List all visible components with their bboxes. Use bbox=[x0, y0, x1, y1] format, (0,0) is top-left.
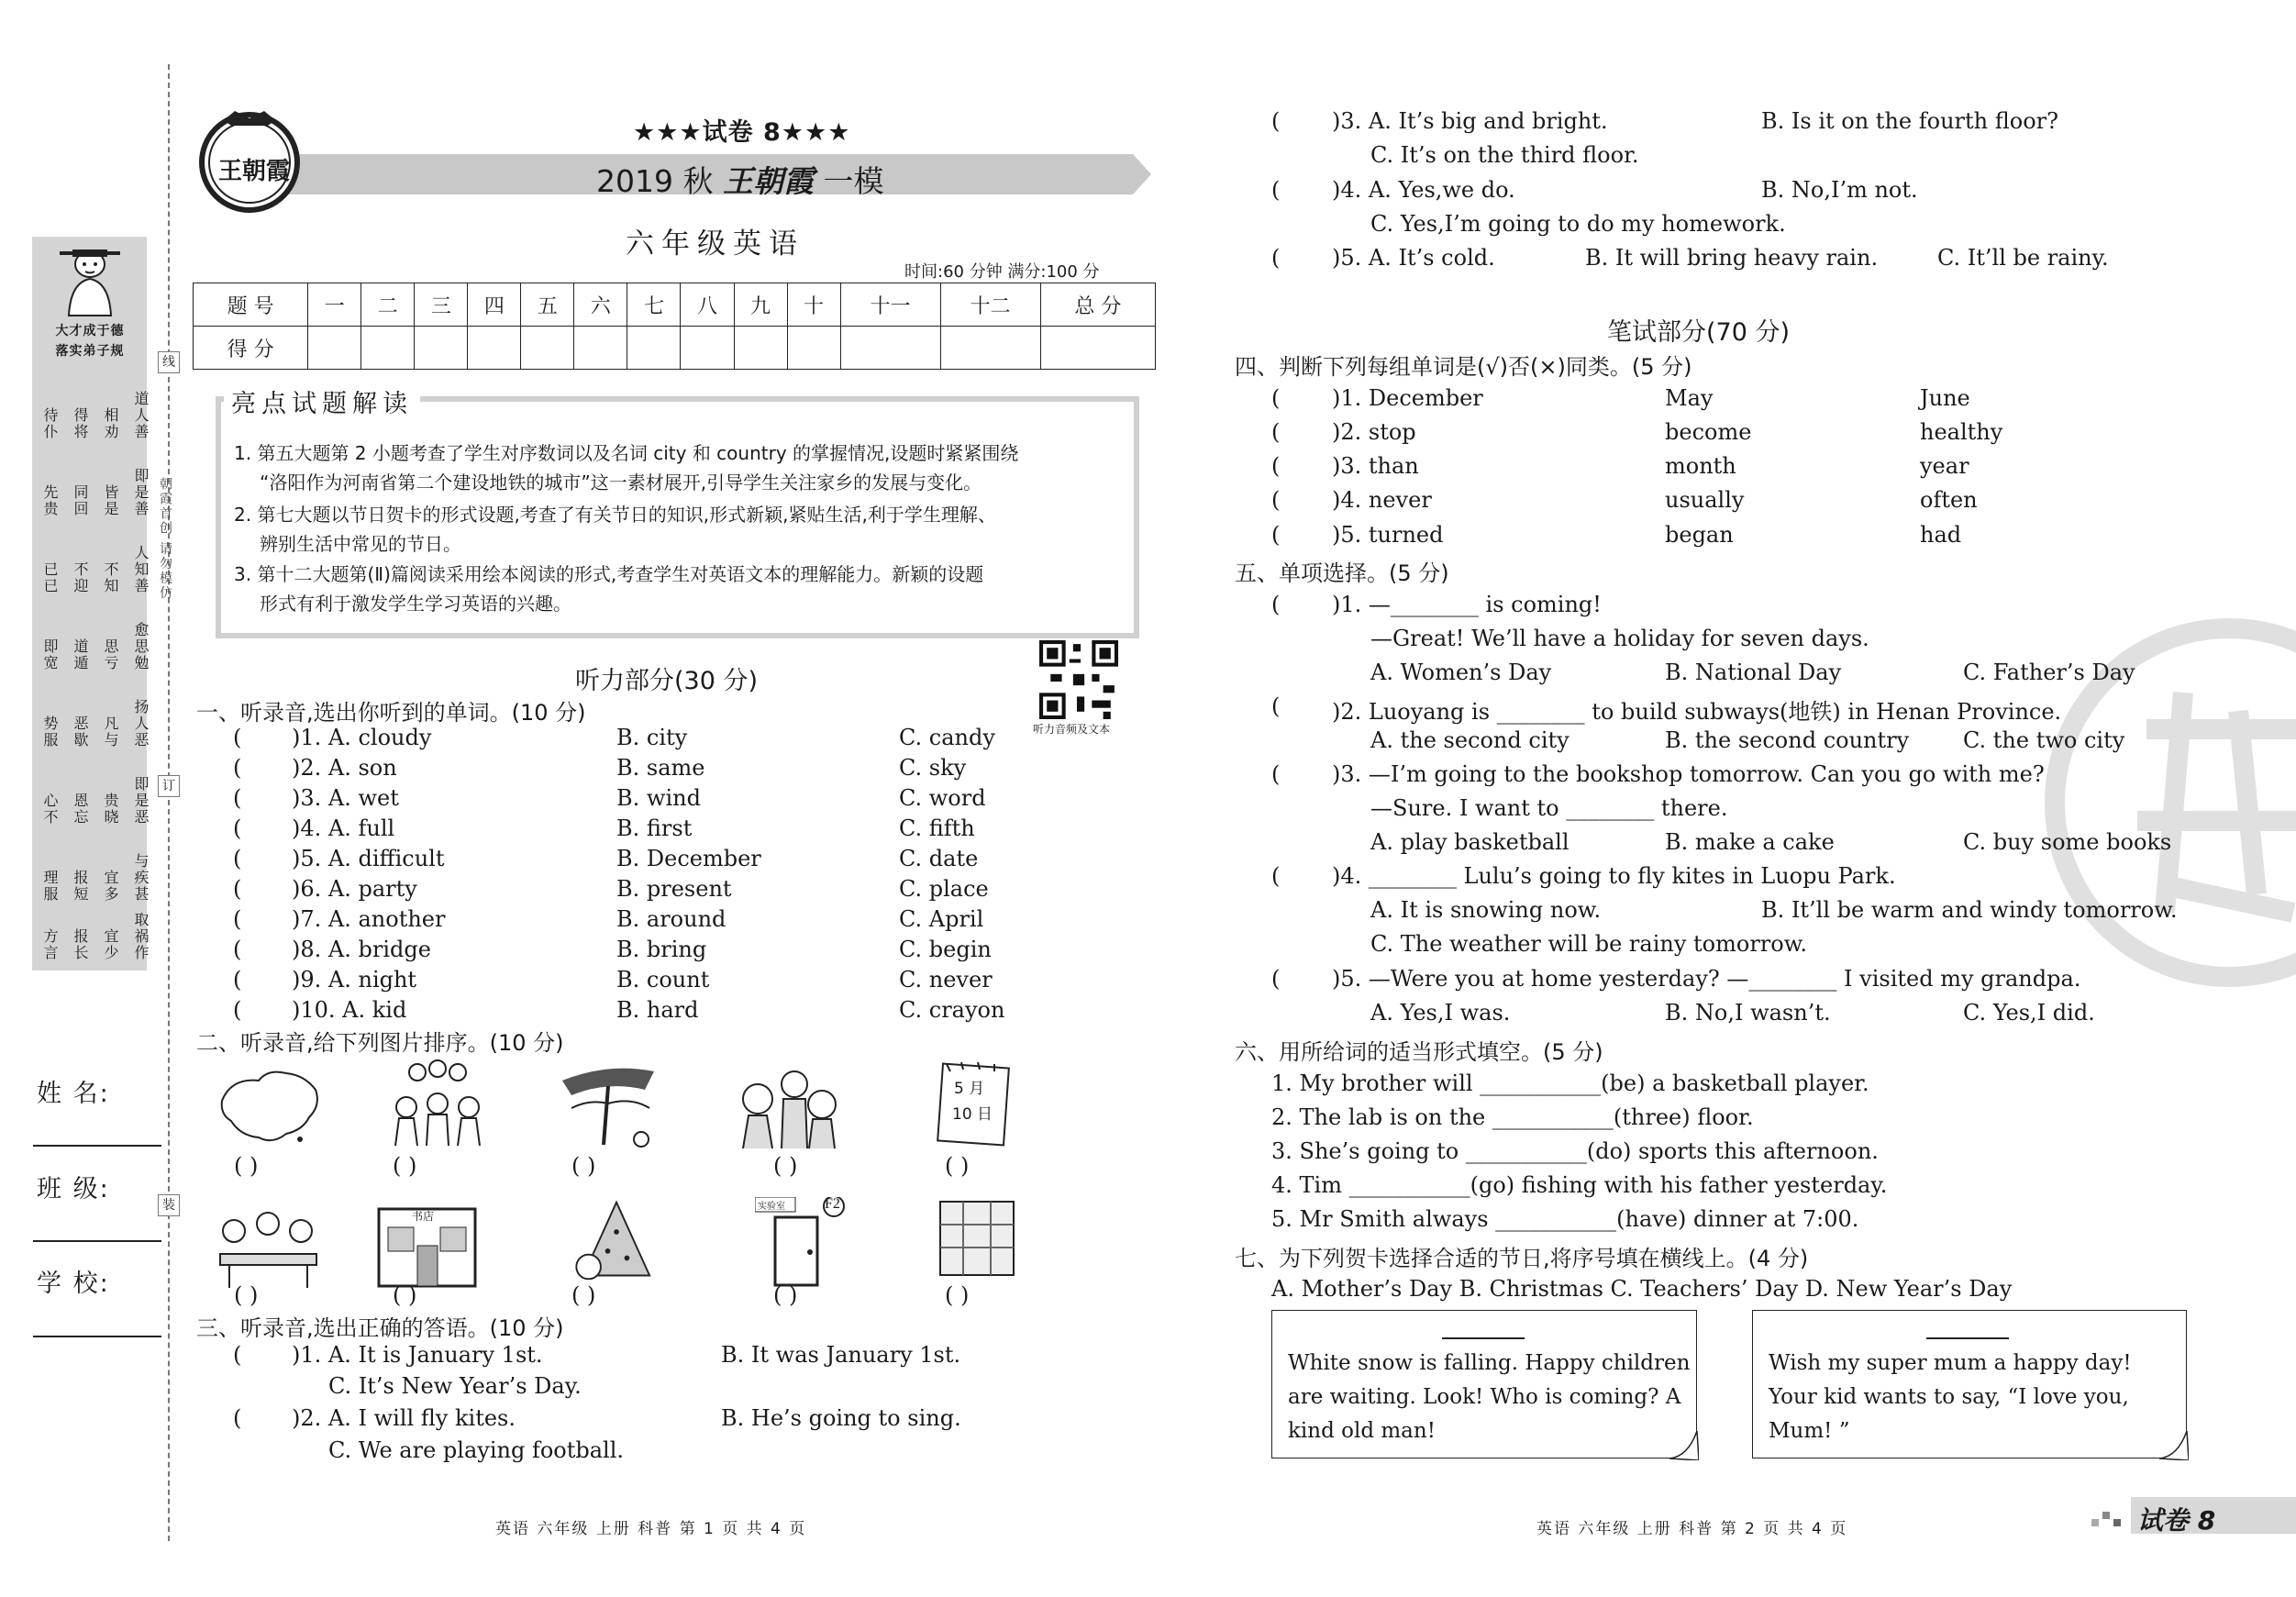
maxim-column: 得将 bbox=[72, 407, 89, 440]
maxim-column: 人知善 bbox=[132, 545, 150, 594]
time-info: 时间:60 分钟 满分:100 分 bbox=[904, 262, 1100, 282]
s1-option-c: C. crayon bbox=[899, 997, 1005, 1023]
card-1-line: are waiting. Look! Who is coming? A bbox=[1288, 1385, 1681, 1409]
score-table-score-row bbox=[194, 327, 1156, 370]
s6-item: 4. Tim ___________(go) fishing with his father yesterday. bbox=[1271, 1172, 1888, 1198]
maxim-column: 先贵 bbox=[41, 484, 59, 517]
s1-option-a: )4. A. full bbox=[292, 815, 395, 841]
s1-option-c: C. place bbox=[899, 876, 989, 902]
s4-word-a: )2. stop bbox=[1332, 419, 1416, 445]
s4-word-b: May bbox=[1665, 385, 1714, 411]
score-cell[interactable] bbox=[940, 327, 1040, 370]
score-table bbox=[193, 283, 1156, 370]
card-2-line: Mum! ” bbox=[1769, 1419, 1850, 1443]
maxim-column: 报长 bbox=[72, 928, 89, 961]
highlight-line: 形式有利于激发学生学习英语的兴趣。 bbox=[260, 593, 571, 615]
score-cell[interactable] bbox=[787, 327, 840, 370]
s3-option-a: )4. A. Yes,we do. bbox=[1332, 177, 1515, 203]
s1-option-b: B. same bbox=[616, 755, 705, 781]
s5-q3-option-c: C. buy some books bbox=[1963, 829, 2172, 855]
score-cell[interactable] bbox=[468, 327, 521, 370]
s1-option-a: )10. A. kid bbox=[292, 997, 407, 1023]
s3-option-c: C. We are playing football. bbox=[328, 1437, 625, 1463]
s4-word-a: )3. than bbox=[1332, 453, 1419, 479]
s1-option-c: C. candy bbox=[899, 725, 995, 750]
qr-code-icon[interactable] bbox=[1039, 640, 1118, 719]
s3-option-a: )3. A. It’s big and bright. bbox=[1332, 108, 1608, 134]
maxim-column: 道遁 bbox=[72, 638, 89, 671]
s1-paren: ( bbox=[233, 725, 242, 750]
s3-option-a: )2. A. I will fly kites. bbox=[292, 1405, 516, 1431]
school-field[interactable] bbox=[33, 1336, 161, 1337]
s3-option-c: C. It’s on the third floor. bbox=[1370, 142, 1639, 168]
s2-answer-paren[interactable]: ( ) bbox=[773, 1282, 798, 1308]
maxim-row bbox=[41, 528, 150, 594]
card-1-line: kind old man! bbox=[1288, 1419, 1436, 1443]
card-curl-icon bbox=[1669, 1431, 1699, 1460]
maxim-column: 理服 bbox=[41, 870, 59, 903]
maxim-column: 道人善 bbox=[132, 391, 150, 440]
s4-word-c: had bbox=[1920, 522, 1962, 548]
maxims-block bbox=[38, 374, 150, 961]
s6-item: 5. Mr Smith always ___________(have) dinner at 7:00. bbox=[1271, 1206, 1859, 1232]
score-cell[interactable] bbox=[840, 327, 940, 370]
maxim-column: 贵晓 bbox=[102, 793, 119, 826]
s5-paren: ( bbox=[1271, 863, 1281, 889]
s1-option-a: )5. A. difficult bbox=[292, 846, 445, 871]
score-row-label: 得 分 bbox=[194, 327, 308, 370]
s5-paren: ( bbox=[1271, 966, 1281, 992]
s1-option-a: )9. A. night bbox=[292, 967, 417, 993]
s5-q1-option-b: B. National Day bbox=[1665, 660, 1842, 685]
maxim-column: 恩忘 bbox=[72, 793, 89, 826]
binding-mark-install: 装 bbox=[158, 1194, 180, 1216]
s3-option-b: B. It will bring heavy rain. bbox=[1585, 245, 1879, 271]
family-dinner-picture bbox=[211, 1203, 326, 1291]
score-cell[interactable] bbox=[734, 327, 787, 370]
title-year: 2019 秋 bbox=[596, 163, 714, 199]
windy-tree-picture bbox=[553, 1062, 668, 1149]
score-header-cell: 一 bbox=[308, 283, 361, 327]
motto-line-2: 落实弟子规 bbox=[55, 344, 125, 359]
section-1-heading: 一、听录音,选出你听到的单词。(10 分) bbox=[196, 700, 586, 726]
s5-q3-option-b: B. make a cake bbox=[1665, 829, 1835, 855]
s3-paren: ( bbox=[233, 1342, 242, 1368]
s2-answer-paren[interactable]: ( ) bbox=[234, 1153, 259, 1179]
s4-word-b: usually bbox=[1665, 487, 1745, 513]
s2-answer-paren[interactable]: ( ) bbox=[773, 1153, 798, 1179]
bookshop-sign: 书店 bbox=[412, 1210, 435, 1223]
calendar-day: 10 日 bbox=[952, 1105, 993, 1124]
score-cell[interactable] bbox=[681, 327, 734, 370]
s5-q2-option-b: B. the second country bbox=[1665, 727, 1910, 753]
s5-q5-option-c: C. Yes,I did. bbox=[1963, 1000, 2095, 1026]
score-table-header-row bbox=[194, 283, 1156, 327]
maxim-column: 相劝 bbox=[102, 407, 119, 440]
s3-paren: ( bbox=[1271, 108, 1281, 134]
s1-option-b: B. first bbox=[616, 815, 693, 841]
score-header-cell: 二 bbox=[361, 283, 415, 327]
maxim-column: 报短 bbox=[72, 870, 89, 903]
written-title: 笔试部分(70 分) bbox=[1607, 318, 1791, 347]
s2-answer-paren[interactable]: ( ) bbox=[393, 1282, 417, 1308]
maxim-column: 待仆 bbox=[41, 407, 59, 440]
score-header-cell: 九 bbox=[734, 283, 787, 327]
s3-option-b: B. It was January 1st. bbox=[721, 1342, 961, 1368]
scholar-mascot-icon bbox=[50, 244, 129, 317]
maxim-row bbox=[41, 837, 150, 903]
s4-word-b: month bbox=[1665, 453, 1736, 479]
score-header-cell: 题 号 bbox=[194, 283, 308, 327]
s1-option-a: )8. A. bridge bbox=[292, 937, 431, 962]
s5-paren: ( bbox=[1271, 761, 1281, 787]
s1-paren: ( bbox=[233, 846, 242, 871]
s1-paren: ( bbox=[233, 755, 242, 781]
s2-answer-paren[interactable]: ( ) bbox=[571, 1153, 596, 1179]
maxim-row bbox=[41, 760, 150, 826]
s2-answer-paren[interactable]: ( ) bbox=[945, 1282, 970, 1308]
s3-option-b: B. Is it on the fourth floor? bbox=[1761, 108, 2058, 134]
s4-word-a: )5. turned bbox=[1332, 522, 1444, 548]
calendar-picture bbox=[936, 1057, 1014, 1148]
china-map-picture bbox=[213, 1064, 327, 1151]
highlight-line: “洛阳作为河南省第二个建设地铁的城市”这一素材展开,引导学生关注家乡的发展与变化。 bbox=[260, 471, 982, 494]
bookshop-picture bbox=[370, 1200, 484, 1292]
s3-option-b: B. He’s going to sing. bbox=[721, 1405, 961, 1431]
maxim-column: 已已 bbox=[41, 561, 59, 594]
s5-q3-reply: —Sure. I want to ________ there. bbox=[1370, 795, 1728, 821]
highlight-line: 1. 第五大题第 2 小题考查了学生对序数词以及名词 city 和 country 的掌握情况,设题时紧紧围绕 bbox=[234, 442, 1019, 464]
s1-paren: ( bbox=[233, 997, 242, 1023]
card-2-line: Your kid wants to say, “I love you, bbox=[1769, 1385, 2129, 1409]
section-7-heading: 七、为下列贺卡选择合适的节日,将序号填在横线上。(4 分) bbox=[1235, 1246, 1809, 1271]
maxim-column: 同回 bbox=[72, 484, 89, 517]
title-brand: 王朝霞 bbox=[722, 163, 814, 199]
s3-paren: ( bbox=[1271, 177, 1281, 203]
binding-vertical-note: 朝霞首创 请勿模仿 bbox=[158, 477, 172, 601]
s4-word-a: )4. never bbox=[1332, 487, 1432, 513]
class-label: 班 级: bbox=[37, 1175, 110, 1203]
maxim-column: 即宽 bbox=[41, 638, 59, 671]
s3-option-c: C. It’s New Year’s Day. bbox=[328, 1373, 582, 1399]
highlights-title: 亮点试题解读 bbox=[224, 383, 420, 419]
maxim-column: 方言 bbox=[41, 928, 59, 961]
highlight-line: 3. 第十二大题第(Ⅱ)篇阅读采用绘本阅读的形式,考查学生对英语文本的理解能力。新颖的设题 bbox=[234, 563, 984, 585]
main-title bbox=[596, 158, 883, 201]
s3-option-a: )1. A. It is January 1st. bbox=[292, 1342, 543, 1368]
s5-q4-option-b: B. It’ll be warm and windy tomorrow. bbox=[1761, 897, 2178, 923]
s1-paren: ( bbox=[233, 815, 242, 841]
class-field[interactable] bbox=[33, 1240, 161, 1242]
s5-q3-option-a: A. play basketball bbox=[1370, 829, 1569, 855]
maxim-column: 宜少 bbox=[102, 928, 119, 961]
s1-paren: ( bbox=[233, 876, 242, 902]
s5-q2: )2. Luoyang is ________ to build subways(地铁) in Henan Province. bbox=[1332, 699, 2062, 725]
s1-option-c: C. word bbox=[899, 785, 986, 811]
s1-option-b: B. city bbox=[616, 725, 688, 750]
name-label: 姓 名: bbox=[37, 1080, 110, 1108]
score-header-cell: 十二 bbox=[940, 283, 1040, 327]
s3-paren: ( bbox=[1271, 245, 1281, 271]
s1-paren: ( bbox=[233, 967, 242, 993]
score-cell[interactable] bbox=[361, 327, 415, 370]
maxim-column: 心不 bbox=[41, 793, 59, 826]
score-header-cell: 十 bbox=[787, 283, 840, 327]
maxim-column: 恶歇 bbox=[72, 715, 89, 749]
s4-paren: ( bbox=[1271, 487, 1281, 513]
maxim-column: 宜多 bbox=[102, 870, 119, 903]
s1-paren: ( bbox=[233, 906, 242, 932]
maxim-column: 不知 bbox=[102, 561, 119, 594]
s4-word-a: )1. December bbox=[1332, 385, 1483, 411]
page-tag: 试卷 8 bbox=[2137, 1505, 2216, 1536]
maxim-column: 凡与 bbox=[102, 715, 119, 749]
s3-paren: ( bbox=[233, 1405, 242, 1431]
s2-answer-paren[interactable]: ( ) bbox=[234, 1282, 259, 1308]
maxim-column: 即是恶 bbox=[132, 776, 150, 826]
s1-option-c: C. sky bbox=[899, 755, 967, 781]
s1-option-a: )1. A. cloudy bbox=[292, 725, 432, 750]
maxim-column: 与疾甚 bbox=[132, 853, 150, 903]
s5-paren: ( bbox=[1271, 592, 1281, 617]
s6-item: 1. My brother will ___________(be) a basketball player. bbox=[1271, 1070, 1869, 1096]
card-curl-icon bbox=[2159, 1431, 2189, 1460]
footer-left: 英语 六年级 上册 科普 第 1 页 共 4 页 bbox=[495, 1520, 807, 1538]
s4-paren: ( bbox=[1271, 453, 1281, 479]
s3-option-c: C. It’ll be rainy. bbox=[1937, 245, 2109, 271]
footer-right: 英语 六年级 上册 科普 第 2 页 共 4 页 bbox=[1536, 1520, 1848, 1538]
s6-item: 2. The lab is on the ___________(three) floor. bbox=[1271, 1104, 1754, 1130]
s1-option-c: C. fifth bbox=[899, 815, 975, 841]
s5-q2-option-c: C. the two city bbox=[1963, 727, 2125, 753]
motto-line-1: 大才成于德 bbox=[55, 324, 125, 338]
s1-option-b: B. December bbox=[616, 846, 761, 871]
qr-caption: 听力音频及文本 bbox=[1033, 723, 1111, 736]
score-cell[interactable] bbox=[1040, 327, 1155, 370]
name-field[interactable] bbox=[33, 1145, 161, 1147]
maxim-column: 势服 bbox=[41, 715, 59, 749]
s1-option-b: B. wind bbox=[616, 785, 701, 811]
binding-dashed-line bbox=[168, 64, 170, 1541]
section-2-heading: 二、听录音,给下列图片排序。(10 分) bbox=[196, 1030, 564, 1056]
s5-q1-option-c: C. Father’s Day bbox=[1963, 660, 2135, 685]
s1-option-b: B. count bbox=[616, 967, 710, 993]
tag-dots-icon bbox=[2091, 1504, 2128, 1532]
s1-option-a: )2. A. son bbox=[292, 755, 397, 781]
calendar-month: 5 月 bbox=[954, 1080, 985, 1098]
binding-mark-line: 线 bbox=[158, 351, 180, 373]
s5-q4-option-a: A. It is snowing now. bbox=[1370, 897, 1602, 923]
maxim-column: 扬人恶 bbox=[132, 699, 150, 749]
score-header-cell: 八 bbox=[681, 283, 734, 327]
highlight-line: 2. 第七大题以节日贺卡的形式设题,考查了有关节日的知识,形式新颖,紧贴生活,利于学生理解、 bbox=[234, 504, 996, 526]
s1-option-a: )3. A. wet bbox=[292, 785, 399, 811]
maxim-column: 思亏 bbox=[102, 638, 119, 671]
s5-q5: )5. —Were you at home yesterday? —________ I visited my grandpa. bbox=[1332, 966, 2081, 992]
score-header-cell: 五 bbox=[521, 283, 574, 327]
score-header-cell: 总 分 bbox=[1040, 283, 1155, 327]
maxim-row bbox=[41, 895, 150, 961]
lab-door-picture bbox=[755, 1197, 847, 1289]
card-1-answer-blank[interactable] bbox=[1442, 1337, 1525, 1339]
listening-title: 听力部分(30 分) bbox=[575, 667, 759, 695]
school-label: 学 校: bbox=[37, 1270, 110, 1298]
card-2-answer-blank[interactable] bbox=[1926, 1337, 2009, 1339]
title-rest: 一模 bbox=[823, 163, 884, 199]
score-cell[interactable] bbox=[574, 327, 627, 370]
s5-q4-option-c: C. The weather will be rainy tomorrow. bbox=[1370, 931, 1808, 957]
s1-option-b: B. present bbox=[616, 876, 732, 902]
s4-word-b: become bbox=[1665, 419, 1752, 445]
s2-answer-paren[interactable]: ( ) bbox=[945, 1153, 970, 1179]
s5-q5-option-b: B. No,I wasn’t. bbox=[1665, 1000, 1831, 1026]
section-5-heading: 五、单项选择。(5 分) bbox=[1235, 560, 1449, 586]
score-header-cell: 十一 bbox=[840, 283, 940, 327]
maxim-row bbox=[41, 451, 150, 517]
section-3-heading: 三、听录音,选出正确的答语。(10 分) bbox=[196, 1315, 564, 1341]
maxim-column: 取祸作 bbox=[132, 912, 150, 961]
paper-number: ★★★试卷 8★★★ bbox=[633, 118, 851, 147]
score-header-cell: 七 bbox=[627, 283, 681, 327]
s4-word-c: healthy bbox=[1920, 419, 2003, 445]
s1-option-b: B. bring bbox=[616, 937, 707, 962]
christmas-tree-picture bbox=[560, 1197, 674, 1284]
s1-option-c: C. date bbox=[899, 846, 979, 871]
s5-q1-reply: —Great! We’ll have a holiday for seven days. bbox=[1370, 626, 1869, 651]
section-6-heading: 六、用所给词的适当形式填空。(5 分) bbox=[1235, 1039, 1603, 1065]
maxim-row bbox=[41, 605, 150, 671]
s4-word-c: year bbox=[1920, 453, 1969, 479]
score-header-cell: 六 bbox=[574, 283, 627, 327]
s3-option-c: C. Yes,I’m going to do my homework. bbox=[1370, 211, 1786, 237]
maxim-column: 皆是 bbox=[102, 484, 119, 517]
maxim-column: 不迎 bbox=[72, 561, 89, 594]
halloween-kids-picture bbox=[730, 1062, 845, 1149]
score-header-cell: 四 bbox=[468, 283, 521, 327]
maxim-column: 即是善 bbox=[132, 468, 150, 517]
s4-paren: ( bbox=[1271, 419, 1281, 445]
score-header-cell: 三 bbox=[415, 283, 468, 327]
s5-paren: ( bbox=[1271, 693, 1281, 719]
s1-option-a: )6. A. party bbox=[292, 876, 417, 902]
s5-q1: )1. —________ is coming! bbox=[1332, 592, 1602, 617]
score-cell[interactable] bbox=[415, 327, 468, 370]
s1-option-c: C. April bbox=[899, 906, 984, 932]
s1-option-c: C. begin bbox=[899, 937, 992, 962]
s4-word-c: June bbox=[1920, 385, 1970, 411]
s2-answer-paren[interactable]: ( ) bbox=[571, 1282, 596, 1308]
floor-sign: F2 bbox=[825, 1196, 840, 1212]
s3-option-b: B. No,I’m not. bbox=[1761, 177, 1918, 203]
maxim-row bbox=[41, 374, 150, 440]
binding-mark-order: 订 bbox=[158, 775, 180, 797]
card-1-line: White snow is falling. Happy children bbox=[1288, 1351, 1691, 1375]
s5-q4: )4. ________ Lulu’s going to fly kites in Luopu Park. bbox=[1332, 863, 1896, 889]
s5-q1-option-a: A. Women’s Day bbox=[1370, 660, 1552, 685]
s1-option-b: B. around bbox=[616, 906, 727, 932]
s4-word-b: began bbox=[1665, 522, 1734, 548]
s1-option-a: )7. A. another bbox=[292, 906, 446, 932]
card-2-line: Wish my super mum a happy day! bbox=[1769, 1351, 2132, 1375]
s4-word-c: often bbox=[1920, 487, 1978, 513]
s5-q5-option-a: A. Yes,I was. bbox=[1370, 1000, 1511, 1026]
s1-option-c: C. never bbox=[899, 967, 993, 993]
s5-q3: )3. —I’m going to the bookshop tomorrow. Can you go with me? bbox=[1332, 761, 2045, 787]
s1-paren: ( bbox=[233, 937, 242, 962]
s3-option-a: )5. A. It’s cold. bbox=[1332, 245, 1495, 271]
s2-answer-paren[interactable]: ( ) bbox=[393, 1153, 417, 1179]
s1-paren: ( bbox=[233, 785, 242, 811]
highlight-line: 辨别生活中常见的节日。 bbox=[260, 533, 461, 555]
logo-text: 王朝霞 bbox=[218, 158, 291, 185]
door-sign: 实验室 bbox=[758, 1202, 785, 1212]
subject-title: 六年级英语 bbox=[626, 227, 804, 261]
s6-item: 3. She’s going to ___________(do) sports this afternoon. bbox=[1271, 1138, 1879, 1164]
kids-with-balloons-picture bbox=[381, 1059, 495, 1147]
s4-paren: ( bbox=[1271, 385, 1281, 411]
maxim-column: 愈思勉 bbox=[132, 622, 150, 671]
s7-options: A. Mother’s Day B. Christmas C. Teachers’ Day D. New Year’s Day bbox=[1271, 1276, 2013, 1302]
maxim-row bbox=[41, 682, 150, 749]
street-scene-picture bbox=[936, 1197, 1018, 1284]
score-cell[interactable] bbox=[521, 327, 574, 370]
s4-paren: ( bbox=[1271, 522, 1281, 548]
s5-q2-option-a: A. the second city bbox=[1370, 727, 1569, 753]
score-cell[interactable] bbox=[308, 327, 361, 370]
score-cell[interactable] bbox=[627, 327, 681, 370]
s1-option-b: B. hard bbox=[616, 997, 699, 1023]
section-4-heading: 四、判断下列每组单词是(√)否(×)同类。(5 分) bbox=[1235, 354, 1692, 380]
